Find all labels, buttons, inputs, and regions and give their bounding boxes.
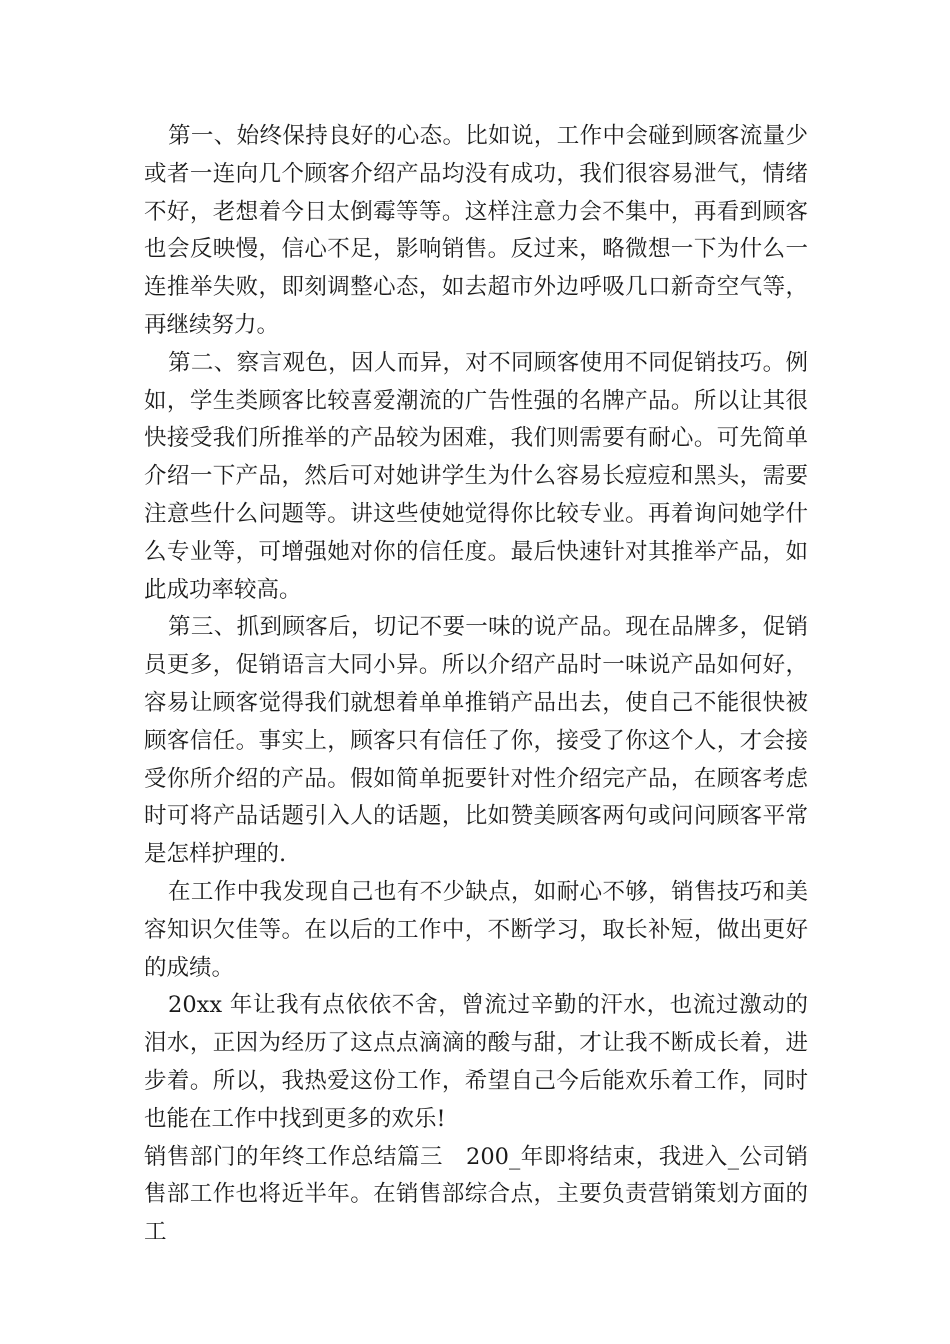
paragraph-mindset: 第一、始终保持良好的心态。比如说，工作中会碰到顾客流量少或者一连向几个顾客介绍产品均没有成功，我们很容易泄气，情绪不好，老想着今日太倒霉等等。这样注意力会不集中，再看到顾客也会反映慢，信心不足，影响销售。反过来，略微想一下为什么一连推举失败，即刻调整心态，如去超市外边呼吸几口新奇空气等，再继续努力。 [144,123,808,338]
paragraph-observe-customers: 第二、察言观色，因人而异，对不同顾客使用不同促销技巧。例如，学生类顾客比较喜爱潮流的广告性强的名牌产品。所以让其很快接受我们所推举的产品较为困难，我们则需要有耐心。可先简单介绍一下产品，然后可对她讲学生为什么容易长痘痘和黑头，需要注意些什么问题等。讲这些使她觉得你比较专业。再着询问她学什么专业等，可增强她对你的信任度。最后快速针对其推举产品，如此成功率较高。 [144,349,808,603]
paragraph-product-talk: 第三、抓到顾客后，切记不要一味的说产品。现在品牌多，促销员更多，促销语言大同小异。所以介绍产品时一味说产品如何好，容易让顾客觉得我们就想着单单推销产品出去，使自己不能很快被顾客信任。事实上，顾客只有信任了你，接受了你这个人，才会接受你所介绍的产品。假如简单扼要针对性介绍完产品，在顾客考虑时可将产品话题引入人的话题，比如赞美顾客两句或问问顾客平常是怎样护理的. [144,614,808,868]
section-gap [443,1144,466,1170]
paragraph-year-reflection: 20xx 年让我有点依依不舍，曾流过辛勤的汗水，也流过激动的泪水，正因为经历了这点点滴滴的酸与甜，才让我不断成长着，进步着。所以，我热爱这份工作，希望自己今后能欢乐着工作，同时也能在工作中找到更多的欢乐! [144,992,808,1132]
section-three [144,1139,808,1252]
section-heading: 销售部门的年终工作总结篇三 [144,1143,444,1170]
document-body [144,118,808,1252]
section-body: 200_年即将结束，我进入_公司销售部工作也将近半年。在销售部综合点，主要负责营销策划方面的工 [144,1143,808,1246]
paragraph-shortcomings: 在工作中我发现自己也有不少缺点，如耐心不够，销售技巧和美容知识欠佳等。在以后的工作中，不断学习，取长补短，做出更好的成绩。 [144,878,808,981]
